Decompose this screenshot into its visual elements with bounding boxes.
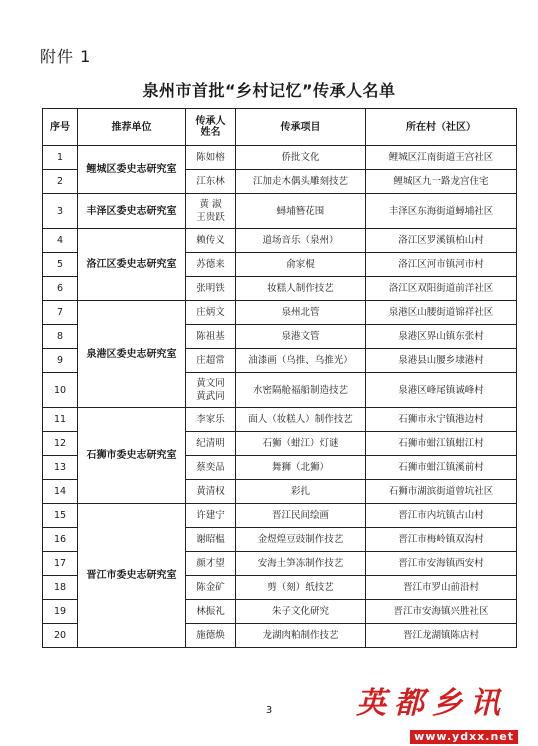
row-project: 舞狮（北狮） bbox=[236, 456, 366, 480]
row-seq: 15 bbox=[43, 504, 78, 528]
table-row bbox=[43, 504, 517, 528]
watermark-url: www.ydxx.net bbox=[410, 730, 518, 744]
row-village: 洛江区河市镇河市村 bbox=[366, 253, 517, 277]
row-person: 陈金矿 bbox=[186, 576, 236, 600]
row-seq: 1 bbox=[43, 146, 78, 170]
row-person: 林振礼 bbox=[186, 600, 236, 624]
row-seq: 3 bbox=[43, 194, 78, 229]
table-row bbox=[43, 229, 517, 253]
row-person: 纪清明 bbox=[186, 432, 236, 456]
row-village: 洛江区双阳街道前洋社区 bbox=[366, 277, 517, 301]
row-seq: 20 bbox=[43, 624, 78, 648]
row-seq: 18 bbox=[43, 576, 78, 600]
row-unit: 晋江市委史志研究室 bbox=[78, 504, 186, 648]
row-seq: 9 bbox=[43, 349, 78, 373]
row-project: 安海土笋冻制作技艺 bbox=[236, 552, 366, 576]
row-project: 金煜煌豆豉制作技艺 bbox=[236, 528, 366, 552]
row-village: 晋江市梅岭镇双沟村 bbox=[366, 528, 517, 552]
row-person: 苏德来 bbox=[186, 253, 236, 277]
row-unit: 丰泽区委史志研究室 bbox=[78, 194, 186, 229]
row-project: 石狮（蚶江）灯谜 bbox=[236, 432, 366, 456]
row-person: 许建宁 bbox=[186, 504, 236, 528]
table-row bbox=[43, 194, 517, 229]
row-seq: 16 bbox=[43, 528, 78, 552]
row-village: 晋江市罗山前沿村 bbox=[366, 576, 517, 600]
row-village: 晋江龙湖镇陈店村 bbox=[366, 624, 517, 648]
row-project: 道场音乐（泉州） bbox=[236, 229, 366, 253]
row-person: 黄文同 黄武同 bbox=[186, 373, 236, 408]
row-village: 鲤城区江南街道王宫社区 bbox=[366, 146, 517, 170]
row-project: 彩扎 bbox=[236, 480, 366, 504]
row-seq: 13 bbox=[43, 456, 78, 480]
inheritor-table bbox=[42, 108, 517, 648]
table-row bbox=[43, 301, 517, 325]
row-person: 颜才望 bbox=[186, 552, 236, 576]
row-project: 俞家棍 bbox=[236, 253, 366, 277]
row-seq: 5 bbox=[43, 253, 78, 277]
row-seq: 8 bbox=[43, 325, 78, 349]
row-village: 晋江市安海镇兴胜社区 bbox=[366, 600, 517, 624]
attachment-label: 附件 1 bbox=[40, 47, 92, 66]
row-village: 晋江市内坑镇古山村 bbox=[366, 504, 517, 528]
header-person: 传承人姓名 bbox=[186, 109, 236, 146]
row-project: 侨批文化 bbox=[236, 146, 366, 170]
row-village: 泉港区山腰街道锦祥社区 bbox=[366, 301, 517, 325]
row-project: 剪（刻）纸技艺 bbox=[236, 576, 366, 600]
row-village: 泉港区界山镇东张村 bbox=[366, 325, 517, 349]
row-person: 施德焕 bbox=[186, 624, 236, 648]
row-unit: 洛江区委史志研究室 bbox=[78, 229, 186, 301]
row-village: 石狮市湖滨街道曾坑社区 bbox=[366, 480, 517, 504]
row-seq: 19 bbox=[43, 600, 78, 624]
table-row bbox=[43, 146, 517, 170]
row-project: 妆糕人制作技艺 bbox=[236, 277, 366, 301]
row-project: 江加走木偶头雕刻技艺 bbox=[236, 170, 366, 194]
table-row bbox=[43, 408, 517, 432]
row-village: 石狮市蚶江镇蚶江村 bbox=[366, 432, 517, 456]
row-person: 蔡奕品 bbox=[186, 456, 236, 480]
header-village: 所在村（社区） bbox=[366, 109, 517, 146]
row-project: 泉州北管 bbox=[236, 301, 366, 325]
header-unit: 推荐单位 bbox=[78, 109, 186, 146]
row-village: 晋江市安海镇西安村 bbox=[366, 552, 517, 576]
row-seq: 2 bbox=[43, 170, 78, 194]
row-project: 龙湖肉粕制作技艺 bbox=[236, 624, 366, 648]
row-project: 油漆画（乌推、乌推光） bbox=[236, 349, 366, 373]
page-number: 3 bbox=[265, 705, 273, 716]
row-project: 蟳埔簪花围 bbox=[236, 194, 366, 229]
row-village: 洛江区罗溪镇柏山村 bbox=[366, 229, 517, 253]
row-project: 朱子文化研究 bbox=[236, 600, 366, 624]
row-seq: 7 bbox=[43, 301, 78, 325]
row-village: 石狮市永宁镇港边村 bbox=[366, 408, 517, 432]
document-title: 泉州市首批“乡村记忆”传承人名单 bbox=[142, 81, 396, 100]
row-project: 水密隔舱福船制造技艺 bbox=[236, 373, 366, 408]
row-seq: 14 bbox=[43, 480, 78, 504]
row-project: 晋江民间绘画 bbox=[236, 504, 366, 528]
row-person: 谢昭榅 bbox=[186, 528, 236, 552]
row-person: 黄 淑 王贵跃 bbox=[186, 194, 236, 229]
row-seq: 10 bbox=[43, 373, 78, 408]
row-seq: 4 bbox=[43, 229, 78, 253]
row-village: 丰泽区东海街道蟳埔社区 bbox=[366, 194, 517, 229]
row-seq: 12 bbox=[43, 432, 78, 456]
table-body bbox=[43, 146, 517, 648]
row-person: 庄超常 bbox=[186, 349, 236, 373]
row-person: 李家乐 bbox=[186, 408, 236, 432]
watermark-logo: 英都乡讯 bbox=[356, 686, 508, 721]
row-seq: 17 bbox=[43, 552, 78, 576]
row-village: 泉港县山腰乡埭港村 bbox=[366, 349, 517, 373]
row-person: 黄清权 bbox=[186, 480, 236, 504]
row-person: 庄炳文 bbox=[186, 301, 236, 325]
row-village: 鲤城区九一路龙宫住宅 bbox=[366, 170, 517, 194]
row-project: 泉港文管 bbox=[236, 325, 366, 349]
row-unit: 石狮市委史志研究室 bbox=[78, 408, 186, 504]
row-person: 张明铁 bbox=[186, 277, 236, 301]
row-project: 面人（妆糕人）制作技艺 bbox=[236, 408, 366, 432]
row-village: 石狮市蚶江镇溪前村 bbox=[366, 456, 517, 480]
row-person: 陈祖基 bbox=[186, 325, 236, 349]
table-header-row bbox=[43, 109, 517, 146]
row-unit: 泉港区委史志研究室 bbox=[78, 301, 186, 408]
row-village: 泉港区峰尾镇诚峰村 bbox=[366, 373, 517, 408]
row-unit: 鲤城区委史志研究室 bbox=[78, 146, 186, 194]
row-person: 江东林 bbox=[186, 170, 236, 194]
header-seq: 序号 bbox=[43, 109, 78, 146]
row-seq: 11 bbox=[43, 408, 78, 432]
row-person: 陈如榕 bbox=[186, 146, 236, 170]
row-person: 赖传义 bbox=[186, 229, 236, 253]
row-seq: 6 bbox=[43, 277, 78, 301]
header-project: 传承项目 bbox=[236, 109, 366, 146]
